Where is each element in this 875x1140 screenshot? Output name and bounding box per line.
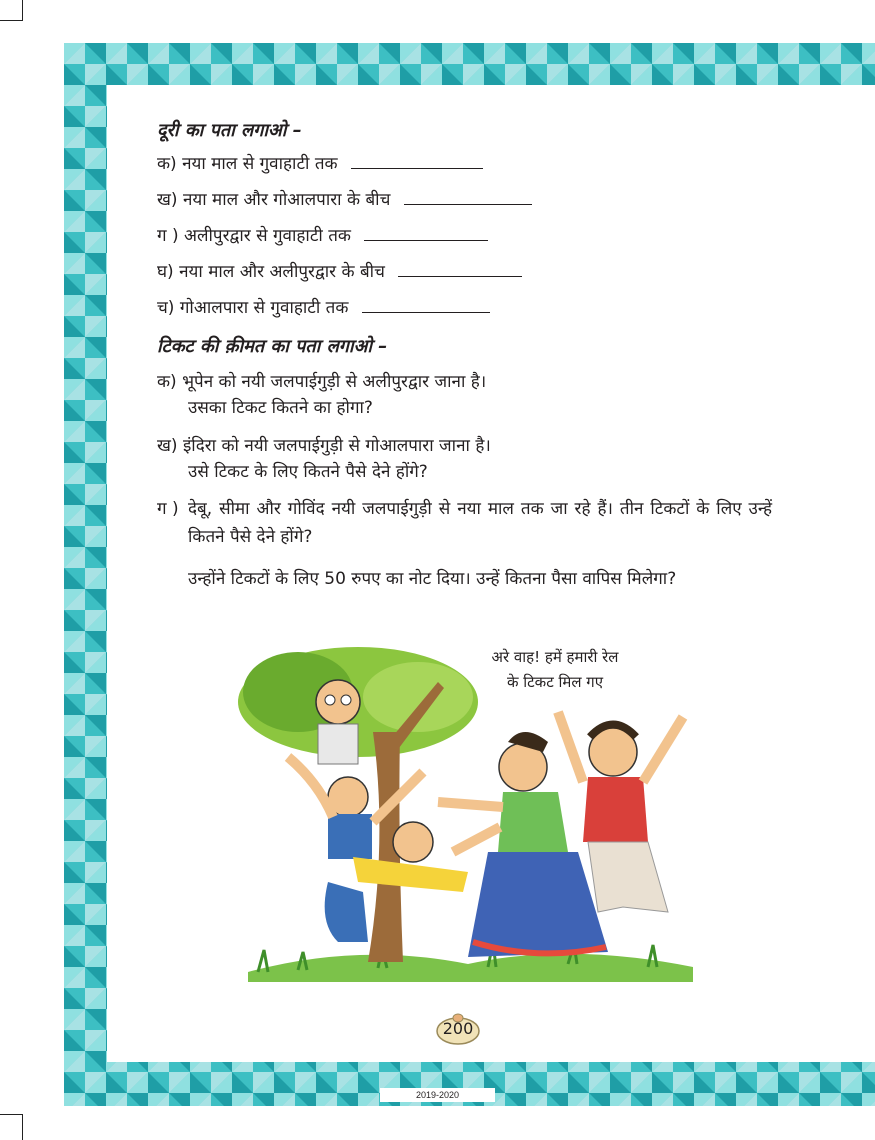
- question-marker: ग ): [157, 499, 179, 519]
- question-marker: क): [157, 154, 177, 174]
- question-text: अलीपुरद्वार से गुवाहाटी तक: [184, 226, 351, 246]
- crop-mark: [22, 1114, 23, 1140]
- question-text: भूपेन को नयी जलपाईगुड़ी से अलीपुरद्वार जाना है।: [182, 372, 487, 392]
- question-item: [157, 152, 483, 176]
- question-text: इंदिरा को नयी जलपाईगुड़ी से गोआलपारा जाना है।: [182, 436, 491, 456]
- question-marker: ख): [157, 190, 178, 210]
- edition-year: 2019-2020: [380, 1088, 495, 1102]
- question-text: उन्होंने टिकटों के लिए 50 रुपए का नोट दिया। उन्हें कितना पैसा वापिस मिलेगा?: [188, 569, 677, 589]
- question-marker: च): [157, 298, 175, 318]
- question-text: उसका टिकट कितने का होगा?: [188, 398, 373, 418]
- question-marker: घ): [157, 262, 174, 282]
- crop-mark: [22, 0, 23, 21]
- question-text: नया माल से गुवाहाटी तक: [182, 154, 338, 174]
- section-heading-distance: दूरी का पता लगाओ –: [157, 120, 302, 141]
- question-marker: ख): [157, 436, 178, 456]
- question-marker: ग ): [157, 226, 179, 246]
- question-item: [157, 260, 522, 284]
- page-number-text: 200: [442, 1019, 474, 1038]
- question-item: [157, 188, 532, 212]
- question-item: [157, 296, 490, 320]
- answer-blank[interactable]: [398, 262, 522, 277]
- question-text: नया माल और गोआलपारा के बीच: [182, 190, 391, 210]
- question-item: [157, 434, 491, 458]
- answer-blank[interactable]: [362, 298, 490, 313]
- question-text: उसे टिकट के लिए कितने पैसे देने होंगे?: [188, 462, 428, 482]
- answer-blank[interactable]: [351, 154, 483, 169]
- crop-mark: [0, 20, 22, 21]
- speech-text: [470, 645, 640, 695]
- question-text: गोआलपारा से गुवाहाटी तक: [179, 298, 349, 318]
- speech-line: अरे वाह! हमें हमारी रेल: [491, 648, 619, 666]
- question-item: [157, 370, 486, 394]
- question-text: देबू, सीमा और गोविंद नयी जलपाईगुड़ी से नया माल तक जा रहे हैं। तीन टिकटों के लिए उन्हें कितने पैसे देने होंगे?: [188, 499, 772, 547]
- answer-blank[interactable]: [404, 190, 532, 205]
- page-number: [434, 1012, 482, 1046]
- question-marker: क): [157, 372, 177, 392]
- answer-blank[interactable]: [364, 226, 488, 241]
- section-heading-ticket-price: टिकट की क़ीमत का पता लगाओ –: [157, 336, 388, 357]
- speech-line: के टिकट मिल गए: [506, 673, 604, 691]
- question-text: नया माल और अलीपुरद्वार के बीच: [179, 262, 385, 282]
- question-item: [157, 224, 488, 248]
- crop-mark: [0, 1114, 22, 1115]
